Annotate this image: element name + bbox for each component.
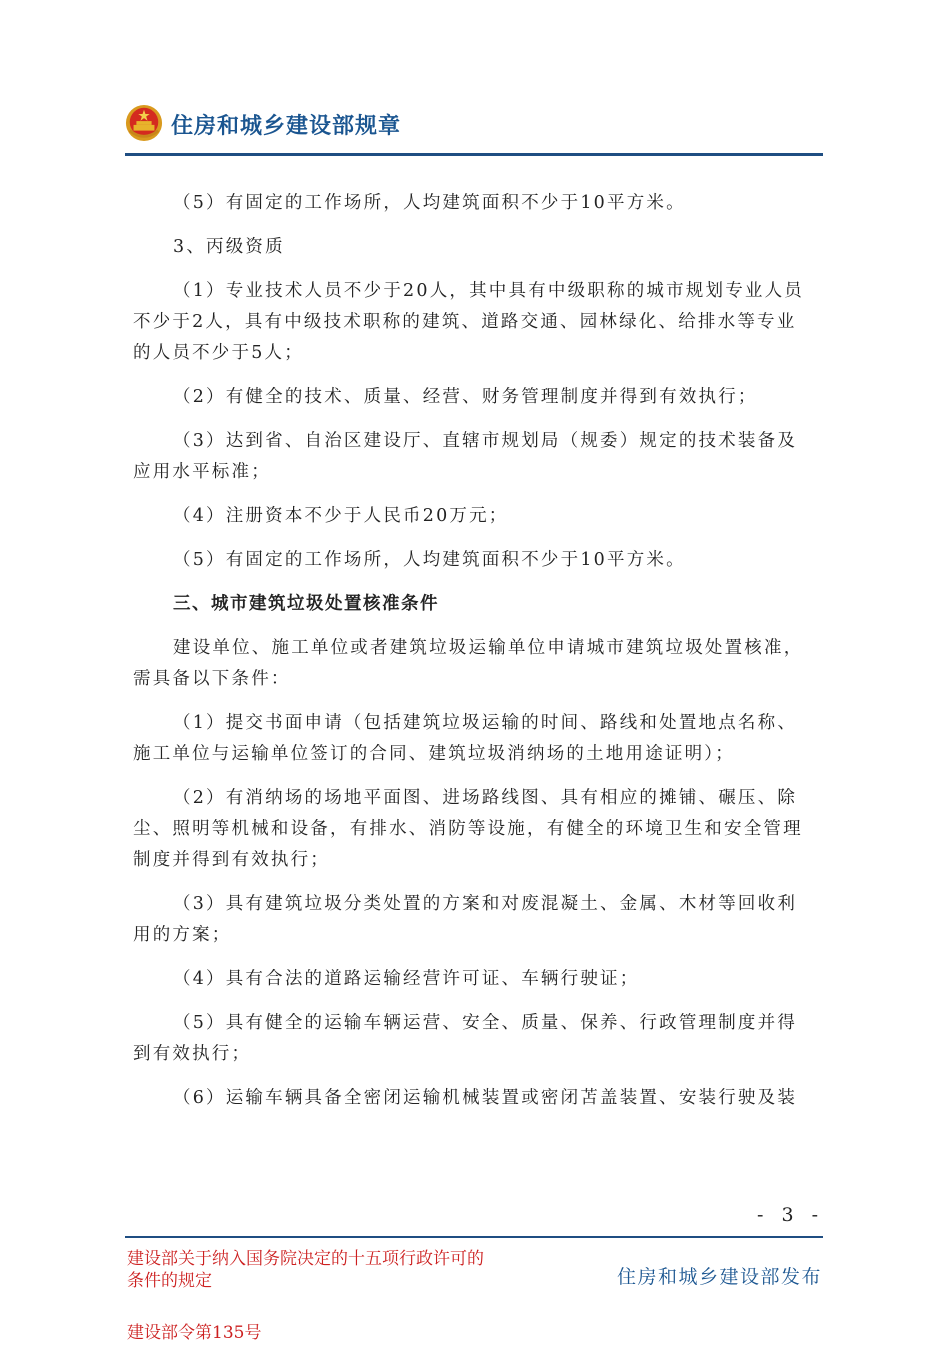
- body-paragraph: （1）专业技术人员不少于20人，其中具有中级职称的城市规划专业人员不少于2人，具有中级技术职称的建筑、道路交通、园林绿化、给排水等专业的人员不少于5人；: [133, 281, 804, 363]
- footer-order-number: 建设部令第135号: [127, 1323, 262, 1343]
- body-paragraph: （2）有消纳场的场地平面图、进场路线图、具有相应的摊铺、碾压、除尘、照明等机械和设备，有排水、消防等设施，有健全的环境卫生和安全管理制度并得到有效执行；: [133, 788, 803, 870]
- body-paragraph: （5）具有健全的运输车辆运营、安全、质量、保养、行政管理制度并得到有效执行；: [133, 1013, 798, 1064]
- body-paragraph: （6）运输车辆具备全密闭运输机械装置或密闭苫盖装置、安装行驶及装: [173, 1088, 798, 1108]
- body-paragraph: 建设单位、施工单位或者建筑垃圾运输单位申请城市建筑垃圾处置核准，需具备以下条件：: [133, 638, 804, 689]
- body-paragraph: （5）有固定的工作场所，人均建筑面积不少于10平方米。: [173, 193, 686, 213]
- body-paragraph: （4）注册资本不少于人民币20万元；: [173, 506, 509, 526]
- body-paragraph: （1）提交书面申请（包括建筑垃圾运输的时间、路线和处置地点名称、施工单位与运输单位签订的合同、建筑垃圾消纳场的土地用途证明）；: [133, 713, 798, 764]
- section-heading: 三、城市建筑垃圾处置核准条件: [173, 594, 439, 614]
- footer-document-title: 建设部关于纳入国务院决定的十五项行政许可的条件的规定: [127, 1249, 484, 1291]
- body-paragraph: （4）具有合法的道路运输经营许可证、车辆行驶证；: [173, 969, 640, 989]
- page-number: - 3 -: [756, 1204, 824, 1226]
- document-body: [133, 188, 813, 1127]
- body-paragraph: （5）有固定的工作场所，人均建筑面积不少于10平方米。: [173, 550, 686, 570]
- footer-divider: [125, 1236, 823, 1238]
- national-emblem-icon: [125, 104, 163, 142]
- body-paragraph: 3、丙级资质: [173, 237, 285, 257]
- body-paragraph: （2）有健全的技术、质量、经营、财务管理制度并得到有效执行；: [173, 387, 758, 407]
- page-header: [125, 100, 823, 158]
- body-paragraph: （3）具有建筑垃圾分类处置的方案和对废混凝土、金属、木材等回收利用的方案；: [133, 894, 798, 945]
- body-paragraph: （3）达到省、自治区建设厅、直辖市规划局（规委）规定的技术装备及应用水平标准；: [133, 431, 798, 482]
- header-divider: [125, 153, 823, 156]
- footer-publisher: 住房和城乡建设部发布: [616, 1266, 822, 1288]
- header-title: 住房和城乡建设部规章: [171, 114, 402, 139]
